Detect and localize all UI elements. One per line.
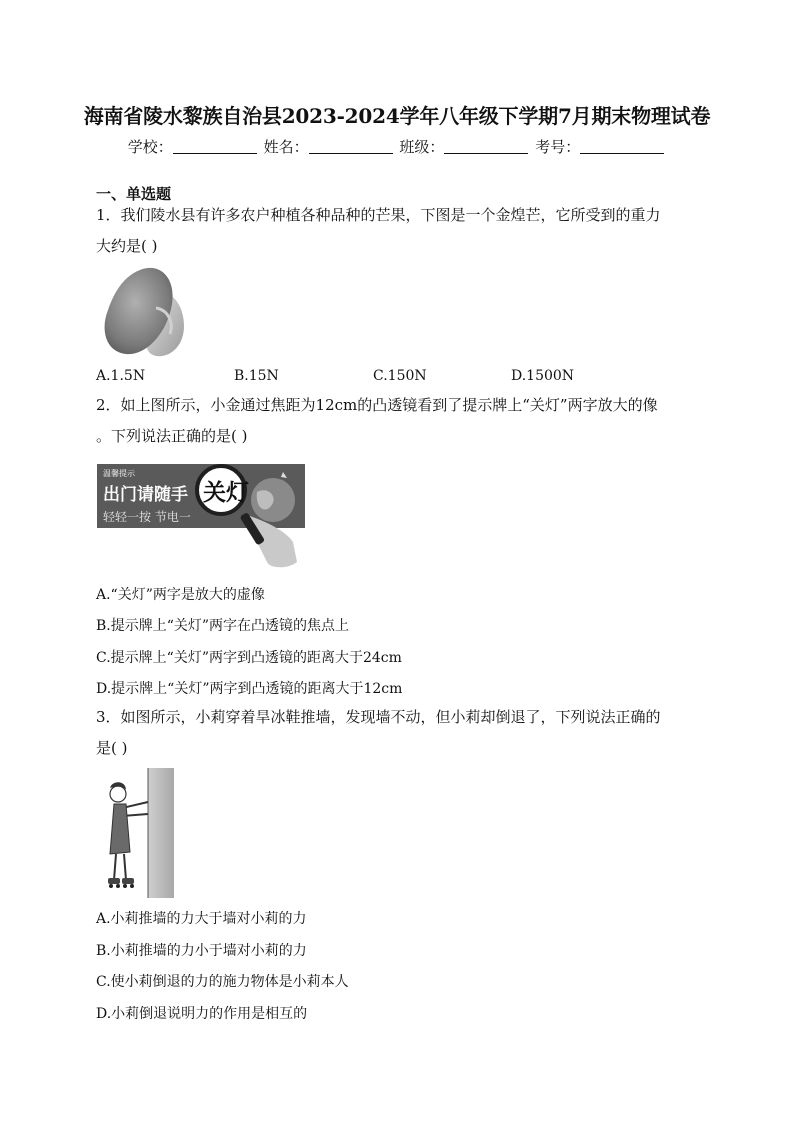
student-info-line bbox=[0, 136, 794, 157]
question-3-stem bbox=[96, 702, 700, 764]
girl-leg-right bbox=[124, 854, 126, 880]
question-3-line-2: 是( ) bbox=[96, 739, 128, 757]
question-2-line-2: 。下列说法正确的是( ) bbox=[96, 427, 248, 445]
question-3-option-b: B.小莉推墙的力小于墙对小莉的力 bbox=[96, 943, 307, 959]
question-1-option-b: B.15N bbox=[234, 368, 279, 384]
question-2-stem bbox=[96, 390, 700, 452]
question-2-option-d: D.提示牌上“关灯”两字到凸透镜的距离大于12cm bbox=[96, 681, 403, 697]
girl-pushing-wall-image bbox=[104, 768, 176, 900]
wheel bbox=[130, 884, 134, 888]
school-label: 学校： bbox=[127, 138, 173, 156]
question-3-option-d: D.小莉倒退说明力的作用是相互的 bbox=[96, 1006, 308, 1022]
sign-magnifier-image bbox=[97, 462, 305, 570]
sign-main-text: 出门请随手 bbox=[103, 485, 188, 505]
wall-shape bbox=[148, 768, 174, 898]
section-title: 一、单选题 bbox=[96, 185, 172, 203]
exam-title: 海南省陵水黎族自治县2023-2024学年八年级下学期7月期末物理试卷 bbox=[83, 104, 711, 128]
school-blank bbox=[173, 139, 257, 154]
wheel bbox=[123, 884, 127, 888]
name-label: 姓名： bbox=[263, 138, 309, 156]
sign-sub-text: 轻轻一按 节电一 bbox=[103, 510, 191, 524]
class-blank bbox=[444, 139, 528, 154]
skate-left bbox=[108, 878, 120, 884]
question-3-option-a: A.小莉推墙的力大于墙对小莉的力 bbox=[96, 911, 307, 927]
girl-head bbox=[110, 786, 126, 802]
name-blank bbox=[309, 139, 393, 154]
question-1-option-c: C.150N bbox=[373, 368, 427, 384]
magnified-text: 关灯 bbox=[203, 480, 249, 506]
question-2-option-a: A.“关灯”两字是放大的虚像 bbox=[96, 587, 265, 603]
question-1-line-2: 大约是( ) bbox=[96, 237, 158, 255]
question-2-option-c: C.提示牌上“关灯”两字到凸透镜的距离大于24cm bbox=[96, 650, 402, 666]
question-1-option-a: A.1.5N bbox=[96, 368, 146, 384]
wheel bbox=[116, 884, 120, 888]
skate-right bbox=[122, 878, 134, 884]
mango-image bbox=[100, 264, 186, 358]
sign-small-text: 温馨提示 bbox=[103, 469, 135, 478]
class-label: 班级： bbox=[399, 138, 445, 156]
question-1-option-d: D.1500N bbox=[511, 368, 575, 384]
question-3-option-c: C.使小莉倒退的力的施力物体是小莉本人 bbox=[96, 974, 349, 990]
exam-number-blank bbox=[580, 139, 664, 154]
girl-dress bbox=[110, 804, 130, 854]
question-3-line-1: 3．如图所示，小莉穿着旱冰鞋推墙，发现墙不动，但小莉却倒退了，下列说法正确的 bbox=[96, 708, 661, 726]
girl-leg-left bbox=[114, 854, 116, 880]
exam-number-label: 考号： bbox=[535, 138, 581, 156]
question-1-line-1: 1．我们陵水县有许多农户种植各种品种的芒果，下图是一个金煌芒，它所受到的重力 bbox=[96, 206, 661, 224]
question-2-line-1: 2．如上图所示，小金通过焦距为12cm的凸透镜看到了提示牌上“关灯”两字放大的像 bbox=[96, 396, 658, 414]
question-1-stem bbox=[96, 200, 700, 262]
wheel bbox=[109, 884, 113, 888]
question-2-option-b: B.提示牌上“关灯”两字在凸透镜的焦点上 bbox=[96, 618, 350, 634]
